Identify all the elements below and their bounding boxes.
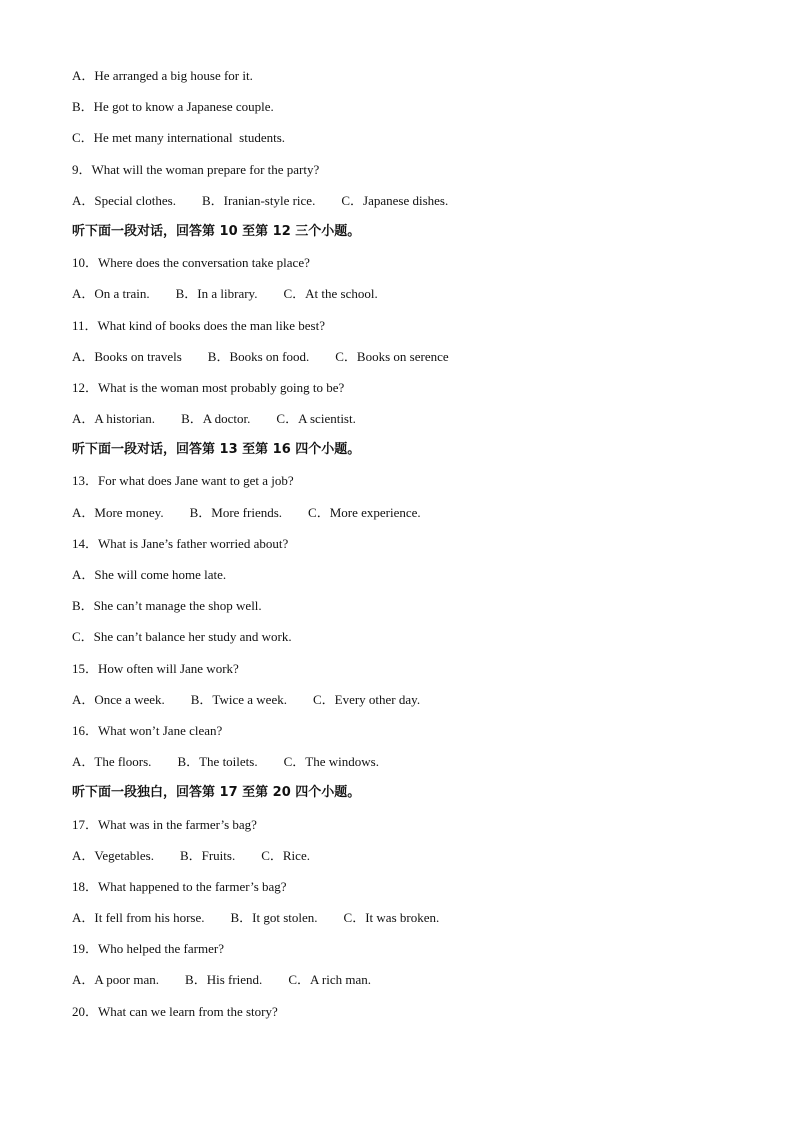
options-row-12 xyxy=(72,409,752,440)
option-line: A．He arranged a big house for it. xyxy=(72,68,253,83)
option-c: C．The windows. xyxy=(283,754,379,770)
question-14: 14．What is Jane’s father worried about? xyxy=(72,535,289,551)
options-row-11 xyxy=(72,347,752,378)
option-line: A．She will come home late. xyxy=(72,567,227,582)
option-line: C．She can’t balance her study and work. xyxy=(72,629,292,645)
option-c: C．At the school. xyxy=(283,286,378,302)
options-row-16 xyxy=(72,752,752,783)
option-b: B．Iranian-style rice. xyxy=(201,192,316,208)
question-11: 11．What kind of books does the man like best? xyxy=(72,317,325,333)
option-c: C．A scientist. xyxy=(276,411,356,427)
option-b: B．A doctor. xyxy=(181,411,251,427)
option-b: B．Books on food. xyxy=(207,348,310,364)
option-a: A．On a train. xyxy=(72,286,150,302)
options-row-10 xyxy=(72,284,752,315)
question-13: 13．For what does Jane want to get a job? xyxy=(72,473,294,489)
question-9: 9．What will the woman prepare for the party? xyxy=(72,161,320,177)
options-row-15 xyxy=(72,690,752,721)
question-15: 15．How often will Jane work? xyxy=(72,660,239,676)
section-heading: 听下面一段独白，回答第 17 至第 20 四个小题。 xyxy=(72,785,361,801)
option-a: A．Vegetables. xyxy=(72,847,154,863)
question-10: 10．Where does the conversation take place? xyxy=(72,255,310,271)
option-a: A．A historian. xyxy=(72,411,156,427)
question-16: 16．What won’t Jane clean? xyxy=(72,722,223,738)
options-row-19 xyxy=(72,970,752,1001)
option-line: B．He got to know a Japanese couple. xyxy=(72,99,274,115)
options-row-13 xyxy=(72,503,752,534)
option-c: C．More experience. xyxy=(308,504,421,520)
option-a: A．Special clothes. xyxy=(72,192,176,208)
options-row-17 xyxy=(72,846,752,877)
question-18: 18．What happened to the farmer’s bag? xyxy=(72,878,287,894)
option-b: B．The toilets. xyxy=(177,754,258,770)
section-heading: 听下面一段对话，回答第 13 至第 16 四个小题。 xyxy=(72,442,361,458)
exam-page xyxy=(72,66,752,1033)
options-row-9 xyxy=(72,191,752,222)
option-c: C．A rich man. xyxy=(288,972,371,988)
option-a: A．A poor man. xyxy=(72,972,160,988)
option-c: C．Japanese dishes. xyxy=(341,192,449,208)
question-12: 12．What is the woman most probably going to be? xyxy=(72,379,345,395)
question-17: 17．What was in the farmer’s bag? xyxy=(72,816,257,832)
question-19: 19．Who helped the farmer? xyxy=(72,941,224,957)
section-heading: 听下面一段对话，回答第 10 至第 12 三个小题。 xyxy=(72,223,361,239)
option-b: B．Fruits. xyxy=(179,847,236,863)
option-a: A．The floors. xyxy=(72,754,152,770)
option-a: A．Once a week. xyxy=(72,691,165,707)
option-c: C．Rice. xyxy=(261,847,310,863)
option-b: B．His friend. xyxy=(185,972,263,988)
option-c: C．It was broken. xyxy=(343,910,440,926)
option-c: C．Every other day. xyxy=(312,691,421,707)
option-b: B．Twice a week. xyxy=(190,691,287,707)
option-b: B．More friends. xyxy=(189,504,283,520)
option-b: B．In a library. xyxy=(175,286,258,302)
question-20: 20．What can we learn from the story? xyxy=(72,1003,278,1019)
option-line: B．She can’t manage the shop well. xyxy=(72,598,262,614)
option-a: A．Books on travels xyxy=(72,348,182,364)
option-b: B．It got stolen. xyxy=(230,910,318,926)
option-a: A．More money. xyxy=(72,504,164,520)
option-c: C．Books on serence xyxy=(335,348,449,364)
options-row-18 xyxy=(72,908,752,939)
option-line: C．He met many international students. xyxy=(72,130,286,146)
option-a: A．It fell from his horse. xyxy=(72,910,205,926)
